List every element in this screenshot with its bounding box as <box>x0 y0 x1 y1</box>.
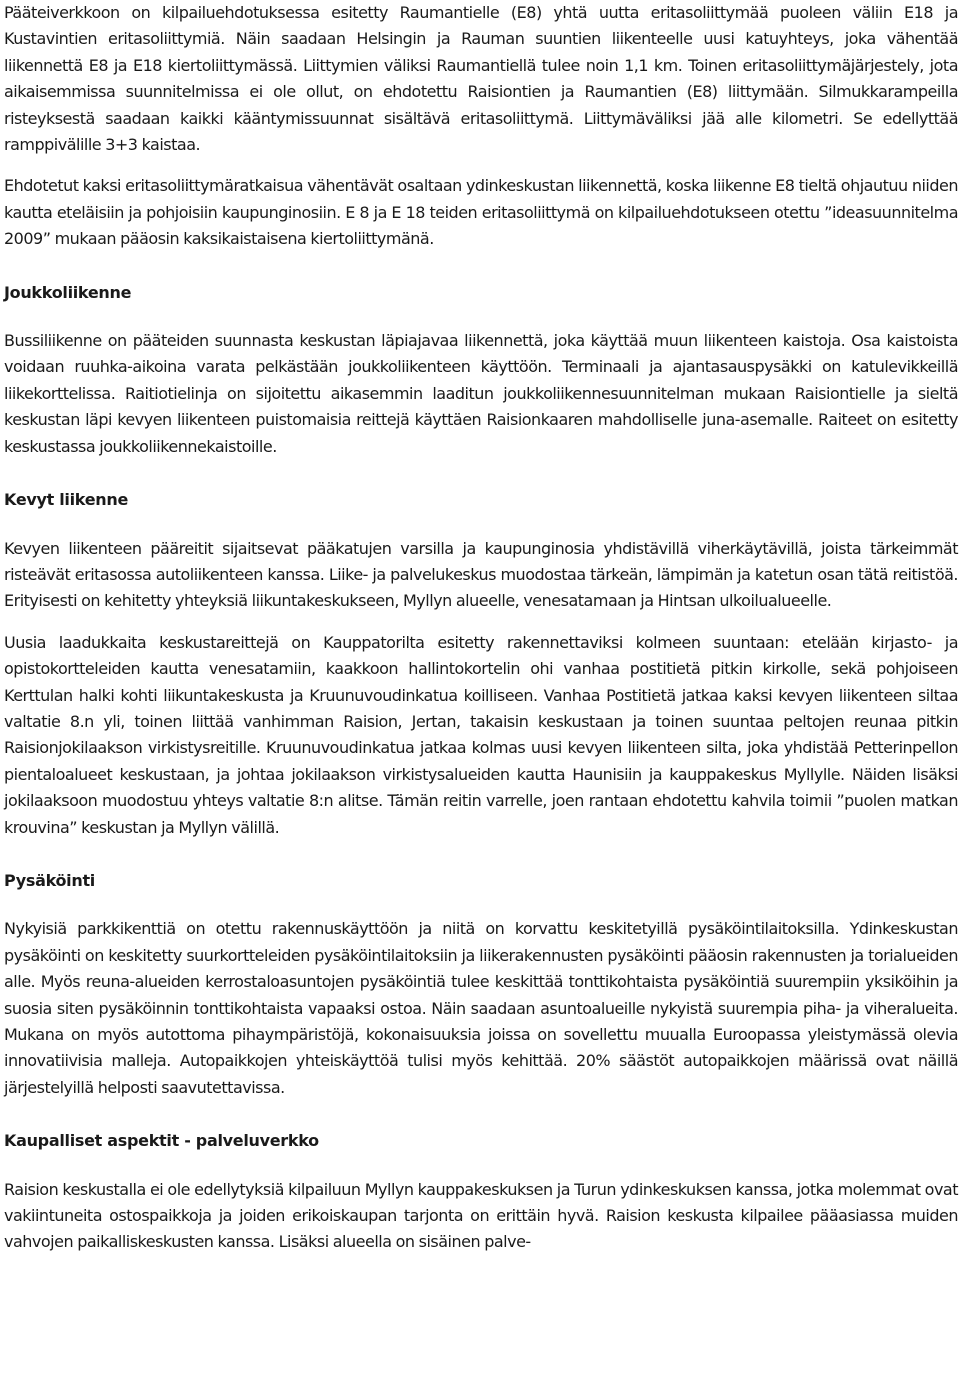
paragraph: Kevyen liikenteen pääreitit sijaitsevat pääkatujen varsilla ja kaupunginosia yhdistävillä viherkäytävillä, joista tärkeimmät risteävät eritasossa autoliikenteen kanssa. Liike- ja palvelukeskus muodostaa tärkeän, lämpimän ja katetun osan tätä reitistöä. Erityisesti on kehitetty yhteyksiä liikuntakeskukseen, Myllyn alueelle, venesatamaan ja Hintsan ulkoilualueelle. <box>4 538 958 611</box>
section-joukkoliikenne <box>4 253 958 460</box>
document-page <box>4 0 958 1256</box>
paragraph: Bussiliikenne on pääteiden suunnasta keskustan läpiajavaa liikennettä, joka käyttää muun liikenteen kaistoja. Osa kaistoista voidaan ruuhka-aikoina varata pelkästään joukkoliikenteen käyttöön. Terminaali ja ajantasauspysäkki on katulevikkeillä liikekorttelissa. Raitiotielinja on sijoitettu aikasemmin laaditun joukkoliikennesuunnitelman mukaan Raisiontielle ja sieltä keskustan läpi kevyen liikenteen puistomaisia reittejä käyttäen Raisionkaaren mahdolliselle juna-asemalle. Raiteet on esitetty keskustassa joukkoliikennekaistoille. <box>4 331 958 456</box>
paragraph: Uusia laadukkaita keskustareittejä on Kauppatorilta esitetty rakennettaviksi kolmeen suuntaan: etelään kirjasto- ja opistokortteleiden kautta venesatamiin, kaakkoon hallintokortelin ohi vanhaa postitietä pitkin kirkolle, sekä pohjoiseen Kerttulan halki kohti liikuntakeskusta ja Kruunuvoudinkatua koilliseen. Vanhaa Postitietä jatkaa kaksi kevyen liikenteen siltaa valtatie 8.n yli, toinen liittää vanhimman Raision, Jertan, takaisin keskustaan ja toinen suuntaa peltojen reunaa pitkin Raisionjokilaakson virkistysreitille. Kruunuvoudinkatua jatkaa kolmas uusi kevyen liikenteen silta, joka yhdistää Petterinpellon pientaloalueet keskustaan, ja johtaa jokilaakson virkistysalueiden kautta Haunisiin ja kauppakeskus Myllylle. Näiden lisäksi jokilaaksoon muodostuu yhteys valtatie 8:n alitse. Tämän reitin varrelle, joen rantaan ehdotettu kahvila toimii ”puolen matkan krouvina” keskustan ja Myllyn välillä. <box>4 632 958 837</box>
section-heading: Kevyt liikenne <box>4 490 128 510</box>
section-intro <box>4 0 958 253</box>
section-heading: Joukkoliikenne <box>4 282 132 302</box>
paragraph: Pääteiverkkoon on kilpailuehdotuksessa esitetty Raumantielle (E8) yhtä uutta eritasoliittymää puoleen väliin E18 ja Kustavintien eritasoliittymiä. Näin saadaan Helsingin ja Rauman suuntien liikenteelle uusi katuyhteys, joka vähentää liikennettä E8 ja E18 kiertoliittymässä. Liittymien väliksi Raumantiellä tulee noin 1,1 km. Toinen eritasoliittymäjärjestely, jota aikaisemmissa suunnitelmissa ei ole ollut, on ehdotettu Raisiontien ja Raumantien (E8) liittymään. Silmukkarampeilla risteyksestä saadaan kaikki kääntymissuunnat sisältävä eritasoliittymä. Liittymäväliksi jää alle kilometri. Se edellyttää ramppivälille 3+3 kaistaa. <box>4 3 958 155</box>
section-kevyt-liikenne <box>4 460 958 841</box>
paragraph: Nykyisiä parkkikenttiä on otettu rakennuskäyttöön ja niitä on korvattu keskitetyillä pysäköintilaitoksilla. Ydinkeskustan pysäköinti on keskitetty suurkortteleiden pysäköintilaitoksiin ja liikerakennusten pysäköinti pääosin rakennusten ja torialueiden alle. Myös reuna-alueiden kerrostaloasuntojen pysäköintiä tulee keskittää tonttikohtaista pysäköintiä suurempiin yksiköihin ja suosia siten pysäköinnin tonttikohtaista vapaaksi ostoa. Näin saadaan asuntoalueille nykyistä suurempia piha- ja viheralueita. Mukana on myös autottoma pihaympäristöjä, kokonaisuuksia joissa on sovellettu muualla Euroopassa yleistymässä olevia innovatiivisia malleja. Autopaikkojen yhteiskäyttöä tulisi myös kehittää. 20% säästöt autopaikkojen määrissä ovat näillä järjestelyillä helposti saavutettavissa. <box>4 919 958 1097</box>
section-pysakointi <box>4 841 958 1101</box>
paragraph: Ehdotetut kaksi eritasoliittymäratkaisua vähentävät osaltaan ydinkeskustan liikennettä, koska liikenne E8 tieltä ohjautuu niiden kautta eteläisiin ja pohjoisiin kaupunginosiin. E 8 ja E 18 teiden eritasoliittymä on kilpailuehdotukseen otettu ”ideasuunnitelma 2009” mukaan pääosin kaksikaistaisena kiertoliittymänä. <box>4 176 958 249</box>
section-kaupalliset-aspektit <box>4 1101 958 1256</box>
section-heading: Pysäköinti <box>4 870 95 890</box>
paragraph: Raision keskustalla ei ole edellytyksiä kilpailuun Myllyn kauppakeskuksen ja Turun ydinkeskuksen kanssa, jotka molemmat ovat vakiintuneita ostospaikkoja ja joiden erikoiskaupan tarjonta on erittäin hyvä. Raision keskusta kilpailee pääasiassa muiden vahvojen paikalliskeskusten kanssa. Lisäksi alueella on sisäinen palve- <box>4 1179 958 1252</box>
section-heading: Kaupalliset aspektit - palveluverkko <box>4 1131 319 1151</box>
